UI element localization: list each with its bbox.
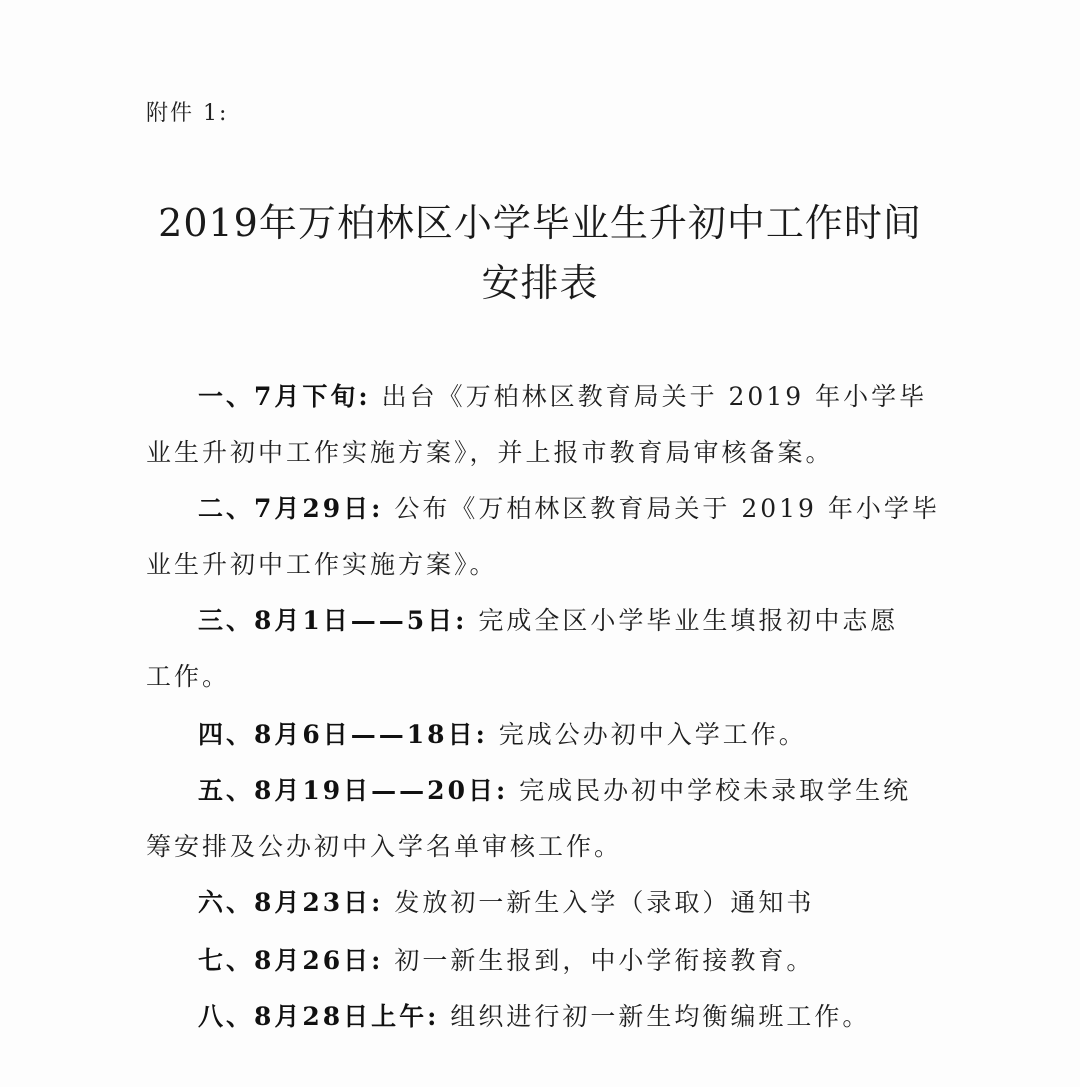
schedule-item-1	[146, 384, 998, 409]
item-text: 完成全区小学毕业生填报初中志愿	[478, 606, 899, 635]
item-date: 二、7月29日:	[198, 494, 384, 523]
schedule-item-7	[146, 948, 998, 973]
item-date: 五、8月19日——20日:	[198, 776, 509, 805]
item-date: 一、7月下旬:	[198, 382, 371, 411]
schedule-item-4	[146, 722, 998, 747]
schedule-item-2	[146, 496, 998, 521]
schedule-item-3-continued: 工作。	[146, 662, 231, 691]
item-text: 完成公办初中入学工作。	[498, 720, 807, 749]
document-title-line-2: 安排表	[481, 261, 599, 305]
schedule-item-3	[146, 608, 998, 633]
item-text: 完成民办初中学校未录取学生统	[519, 776, 912, 805]
attachment-label: 附件 1:	[146, 101, 229, 126]
schedule-item-8	[146, 1004, 998, 1029]
item-date: 六、8月23日:	[198, 888, 384, 917]
schedule-item-5	[146, 778, 998, 803]
item-text: 公布《万柏林区教育局关于 2019 年小学毕	[394, 494, 940, 523]
schedule-item-1-continued: 业生升初中工作实施方案》，并上报市教育局审核备案。	[146, 438, 834, 467]
document-title-line-1: 2019年万柏林区小学毕业生升初中工作时间	[158, 201, 922, 245]
item-text: 发放初一新生入学（录取）通知书	[394, 888, 815, 917]
item-date: 七、8月26日:	[198, 946, 384, 975]
item-date: 八、8月28日上午:	[198, 1002, 440, 1031]
item-date: 三、8月1日——5日:	[198, 606, 468, 635]
item-text: 初一新生报到，中小学衔接教育。	[394, 946, 815, 975]
schedule-item-5-continued: 筹安排及公办初中入学名单审核工作。	[146, 832, 623, 861]
item-date: 四、8月6日——18日:	[198, 720, 488, 749]
item-text: 组织进行初一新生均衡编班工作。	[450, 1002, 871, 1031]
item-text: 出台《万柏林区教育局关于 2019 年小学毕	[381, 382, 928, 411]
schedule-item-2-continued: 业生升初中工作实施方案》。	[146, 550, 498, 579]
schedule-item-6	[146, 890, 998, 915]
